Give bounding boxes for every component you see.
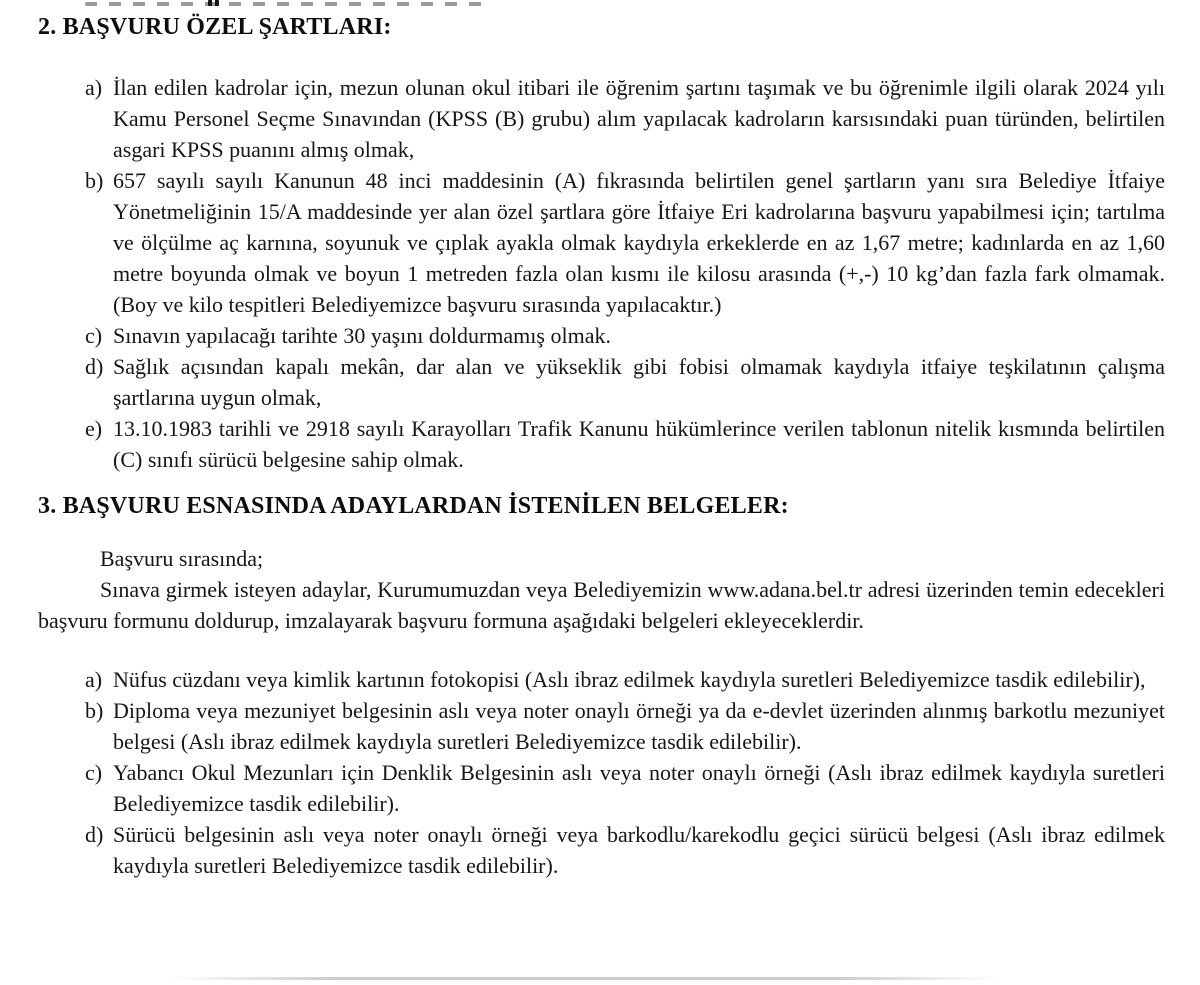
item-text: Sağlık açısından kapalı mekân, dar alan ve yükseklik gibi fobisi olmamak kaydıyla itfaiye teşkilatının çalışma şartlarına uygun olmak, bbox=[113, 354, 1165, 410]
scan-artifact-top bbox=[85, 2, 485, 6]
item-marker: d) bbox=[85, 354, 104, 379]
scan-artifact-bottom bbox=[170, 977, 1000, 980]
item-marker: c) bbox=[85, 760, 103, 785]
section-2-heading: 2. BAŞVURU ÖZEL ŞARTLARI: bbox=[38, 14, 392, 40]
requirement-item-d bbox=[38, 351, 1165, 413]
item-marker: b) bbox=[85, 168, 104, 193]
section-3-intro-paragraph: Sınava girmek isteyen adaylar, Kurumumuzdan veya Belediyemizin www.adana.bel.tr adresi üzerinden temin edecekleri başvuru formunu doldurup, imzalayarak başvuru formuna aşağıdaki belgeleri ekleyeceklerdir. bbox=[38, 577, 1165, 633]
document-item-c bbox=[38, 757, 1165, 819]
item-text: 13.10.1983 tarihli ve 2918 sayılı Karayolları Trafik Kanunu hükümlerince verilen tablonun nitelik kısmında belirtilen (C) sınıfı sürücü belgesine sahip olmak. bbox=[113, 416, 1165, 472]
requirement-item-e bbox=[38, 413, 1165, 475]
requirement-item-a bbox=[38, 72, 1165, 165]
item-text: Sınavın yapılacağı tarihte 30 yaşını doldurmamış olmak. bbox=[113, 323, 611, 348]
item-marker: d) bbox=[85, 822, 104, 847]
item-marker: c) bbox=[85, 323, 103, 348]
document-item-b bbox=[38, 695, 1165, 757]
item-text: Diploma veya mezuniyet belgesinin aslı veya noter onaylı örneği ya da e-devlet üzerinden alınmış barkotlu mezuniyet belgesi (Aslı ibraz edilmek kaydıyla suretleri Belediyemizce tasdik edilebilir). bbox=[113, 698, 1165, 754]
item-text: Yabancı Okul Mezunları için Denklik Belgesinin aslı veya noter onaylı örneği (Aslı ibraz edilmek kaydıyla suretleri Belediyemizce tasdik edilebilir). bbox=[113, 760, 1165, 816]
item-marker: b) bbox=[85, 698, 104, 723]
section-2-list bbox=[38, 72, 1165, 475]
requirement-item-b bbox=[38, 165, 1165, 320]
item-text: Sürücü belgesinin aslı veya noter onaylı örneği veya barkodlu/karekodlu geçici sürücü belgesi (Aslı ibraz edilmek kaydıyla suretleri Belediyemizce tasdik edilebilir). bbox=[113, 822, 1165, 878]
item-marker: e) bbox=[85, 416, 103, 441]
document-item-d bbox=[38, 819, 1165, 881]
section-3-list bbox=[38, 664, 1165, 881]
requirement-item-c bbox=[38, 320, 1165, 351]
section-3-intro-line: Başvuru sırasında; bbox=[100, 546, 264, 571]
item-marker: a) bbox=[85, 667, 103, 692]
section-3-heading: 3. BAŞVURU ESNASINDA ADAYLARDAN İSTENİLEN BELGELER: bbox=[38, 493, 789, 519]
document-item-a bbox=[38, 664, 1165, 695]
scan-artifact-top-dots bbox=[208, 0, 219, 6]
item-text: 657 sayılı sayılı Kanunun 48 inci maddesinin (A) fıkrasında belirtilen genel şartların yanı sıra Belediye İtfaiye Yönetmeliğinin 15/A maddesinde yer alan özel şartlara göre İtfaiye Eri kadrolarına başvuru yapabilmesi için; tartılma ve ölçülme aç karnına, soyunuk ve çıplak ayakla olmak kaydıyla erkeklerde en az 1,67 metre; kadınlarda en az 1,60 metre boyunda olmak ve boyun 1 metreden fazla olan kısmı ile kilosu arasında (+,-) 10 kg’dan fazla fark olmamak. (Boy ve kilo tespitleri Belediyemizce başvuru sırasında yapılacaktır.) bbox=[113, 168, 1165, 317]
item-marker: a) bbox=[85, 75, 103, 100]
item-text: İlan edilen kadrolar için, mezun olunan okul itibari ile öğrenim şartını taşımak ve bu öğrenimle ilgili olarak 2024 yılı Kamu Personel Seçme Sınavından (KPSS (B) grubu) alım yapılacak kadroların karsısındaki puan türünden, belirtilen asgari KPSS puanını almış olmak, bbox=[113, 75, 1165, 162]
item-text: Nüfus cüzdanı veya kimlik kartının fotokopisi (Aslı ibraz edilmek kaydıyla suretleri Belediyemizce tasdik edilebilir), bbox=[113, 667, 1146, 692]
